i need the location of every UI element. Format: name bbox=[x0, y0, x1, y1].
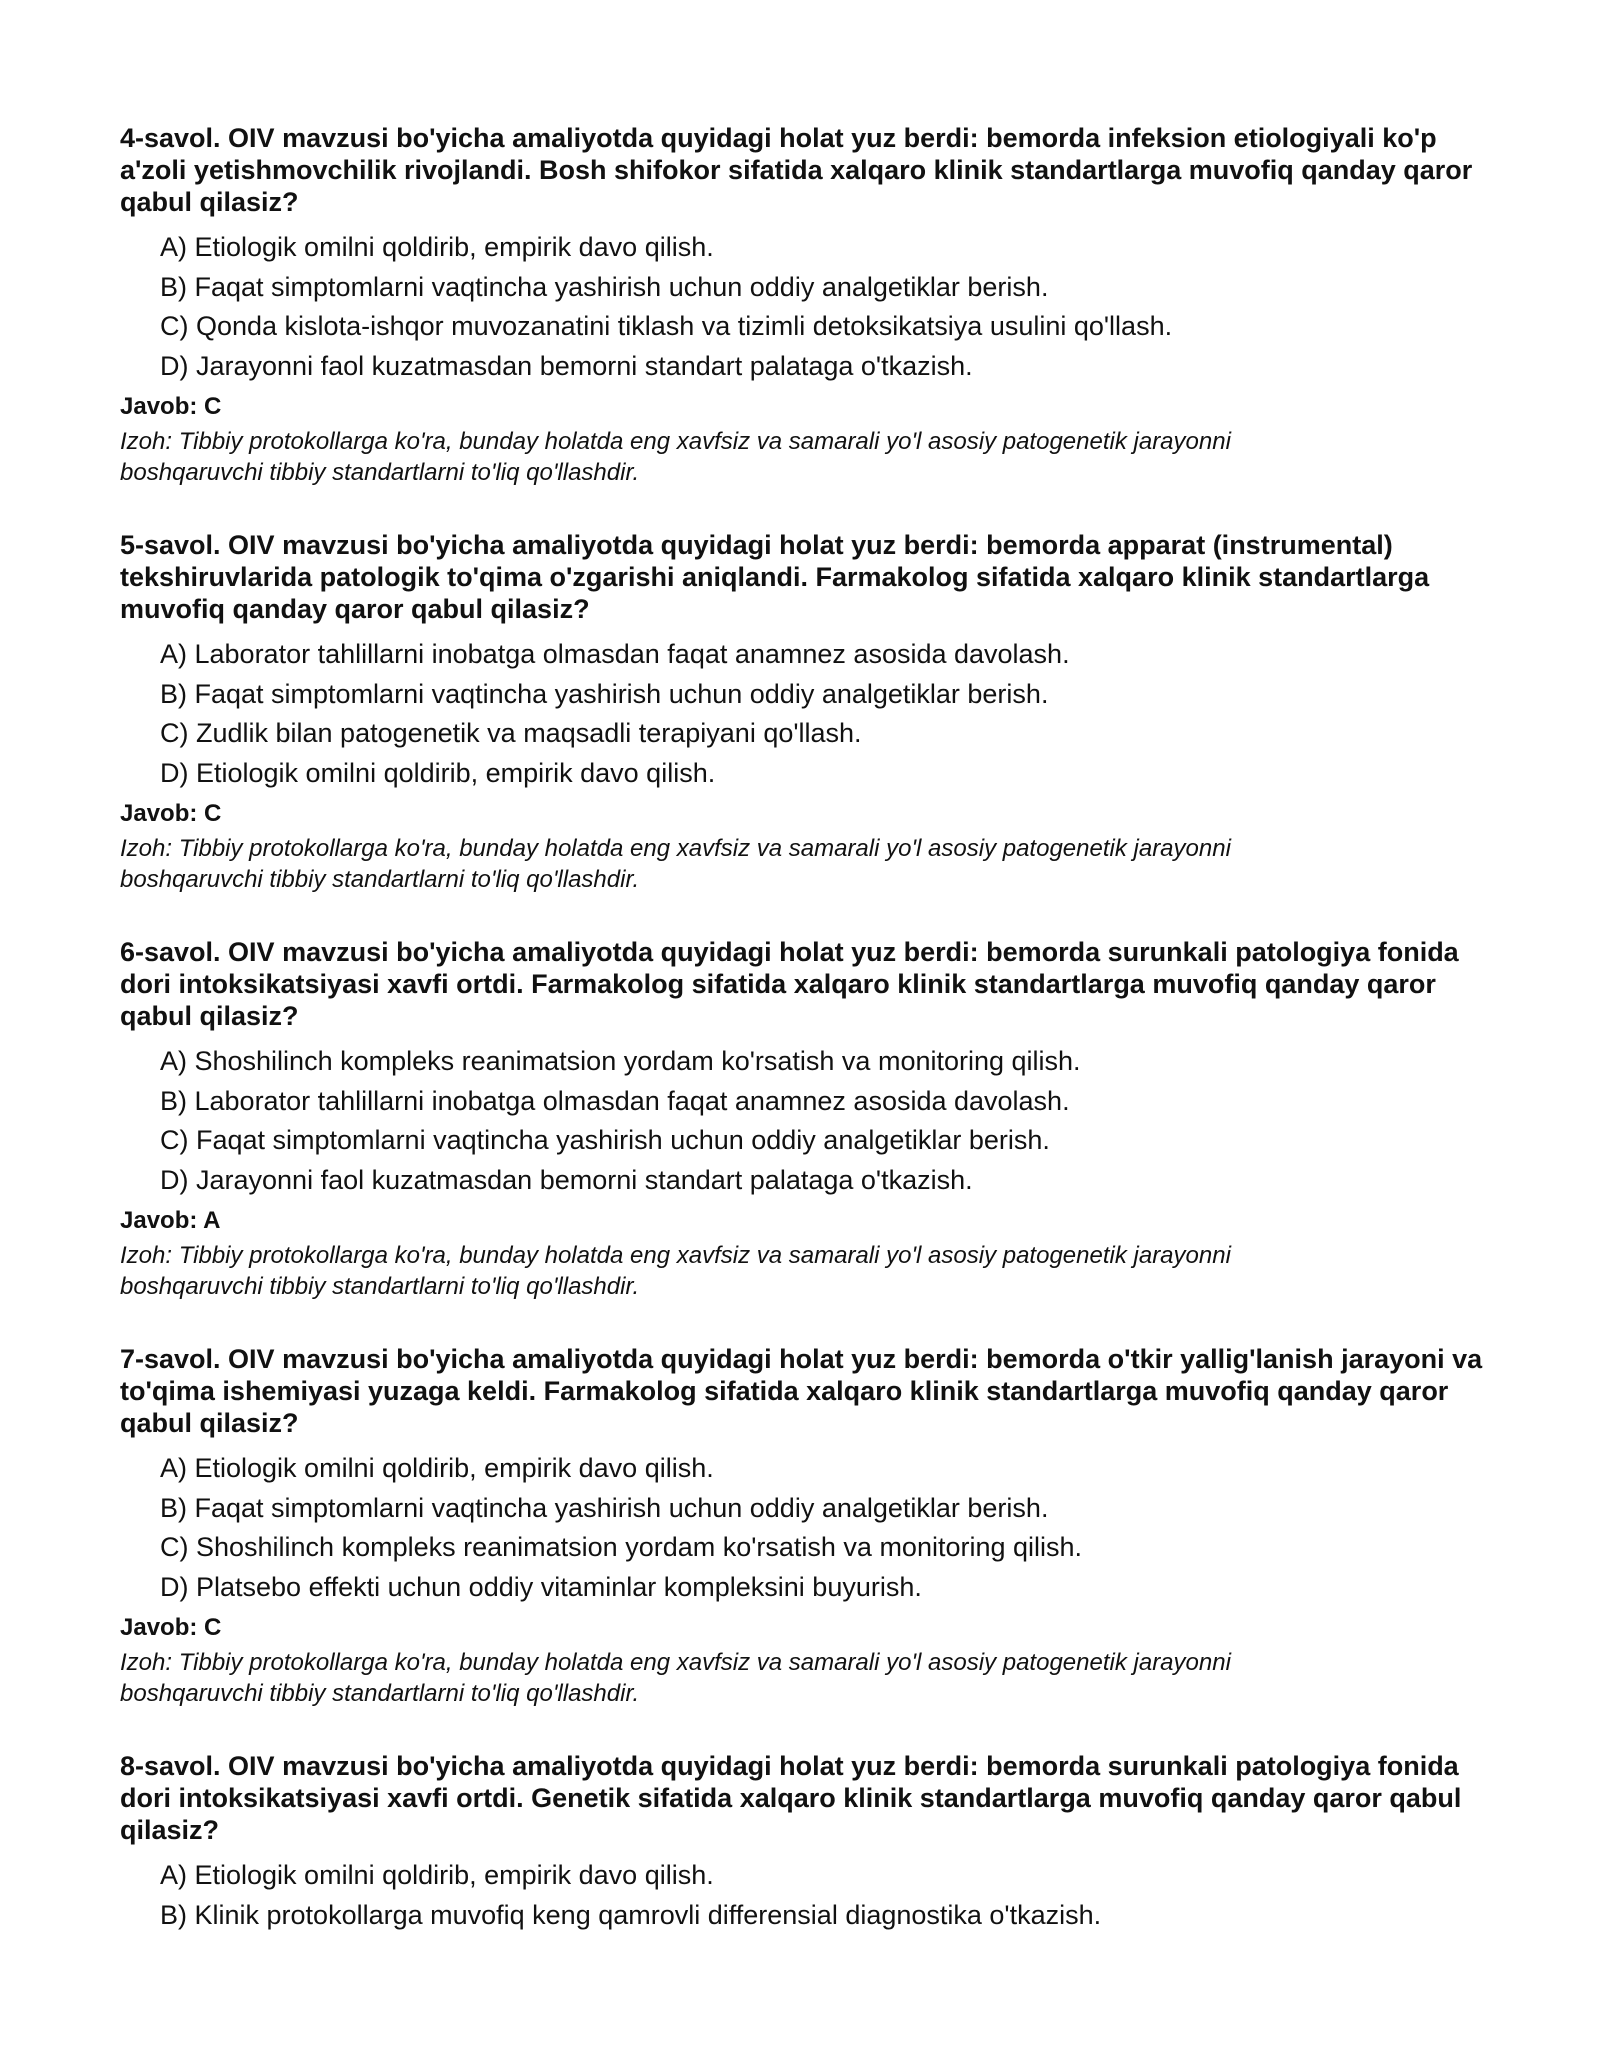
answer-label: Javob: C bbox=[120, 393, 222, 420]
option-a: A) Etiologik omilni qoldirib, empirik davo qilish. bbox=[160, 1453, 714, 1483]
question-block bbox=[120, 1343, 1490, 1709]
option-c: C) Qonda kislota-ishqor muvozanatini tiklash va tizimli detoksikatsiya usulini qo'llash. bbox=[160, 311, 1173, 341]
explanation-note: Izoh: Tibbiy protokollarga ko'ra, bunday holatda eng xavfsiz va samarali yo'l asosiy patogenetik jarayonni boshqaruvchi tibbiy standartlarni to'liq qo'llashdir. bbox=[120, 1649, 1231, 1707]
option-c: C) Shoshilinch kompleks reanimatsion yordam ko'rsatish va monitoring qilish. bbox=[160, 1532, 1083, 1562]
answer-label: Javob: A bbox=[120, 1207, 221, 1234]
question-text: 6-savol. OIV mavzusi bo'yicha amaliyotda quyidagi holat yuz berdi: bemorda surunkali patologiya fonida dori intoksikatsiyasi xavfi ortdi. Farmakolog sifatida xalqaro klinik standartlarga muvofiq qanday qaror qabul qilasiz? bbox=[120, 937, 1459, 1031]
option-a: A) Etiologik omilni qoldirib, empirik davo qilish. bbox=[160, 1860, 714, 1890]
question-block bbox=[120, 1750, 1490, 1935]
option-a: A) Shoshilinch kompleks reanimatsion yordam ko'rsatish va monitoring qilish. bbox=[160, 1046, 1081, 1076]
option-b: B) Faqat simptomlarni vaqtincha yashirish uchun oddiy analgetiklar berish. bbox=[160, 678, 1049, 709]
question-text: 5-savol. OIV mavzusi bo'yicha amaliyotda quyidagi holat yuz berdi: bemorda apparat (instrumental) tekshiruvlarida patologik to'qima o'zgarishi aniqlandi. Farmakolog sifatida xalqaro klinik standartlarga muvofiq qanday qaror qabul qilasiz? bbox=[120, 530, 1430, 624]
option-list bbox=[120, 1856, 1490, 1935]
option-c: C) Zudlik bilan patogenetik va maqsadli terapiyani qo'llash. bbox=[160, 718, 862, 748]
question-block bbox=[120, 529, 1490, 895]
option-a: A) Etiologik omilni qoldirib, empirik davo qilish. bbox=[160, 232, 714, 262]
option-list bbox=[120, 1449, 1490, 1607]
option-b: B) Faqat simptomlarni vaqtincha yashirish uchun oddiy analgetiklar berish. bbox=[160, 271, 1049, 302]
explanation-note: Izoh: Tibbiy protokollarga ko'ra, bunday holatda eng xavfsiz va samarali yo'l asosiy patogenetik jarayonni boshqaruvchi tibbiy standartlarni to'liq qo'llashdir. bbox=[120, 835, 1231, 893]
question-block bbox=[120, 122, 1490, 488]
answer-label: Javob: C bbox=[120, 1614, 222, 1641]
option-d: D) Etiologik omilni qoldirib, empirik davo qilish. bbox=[160, 757, 716, 788]
question-text: 7-savol. OIV mavzusi bo'yicha amaliyotda quyidagi holat yuz berdi: bemorda o'tkir yallig'lanish jarayoni va to'qima ishemiyasi yuzaga keldi. Farmakolog sifatida xalqaro klinik standartlarga muvofiq qanday qaror qabul qilasiz? bbox=[120, 1344, 1483, 1438]
option-d: D) Jarayonni faol kuzatmasdan bemorni standart palataga o'tkazish. bbox=[160, 1164, 973, 1195]
explanation-note: Izoh: Tibbiy protokollarga ko'ra, bunday holatda eng xavfsiz va samarali yo'l asosiy patogenetik jarayonni boshqaruvchi tibbiy standartlarni to'liq qo'llashdir. bbox=[120, 1242, 1231, 1300]
option-b: B) Klinik protokollarga muvofiq keng qamrovli differensial diagnostika o'tkazish. bbox=[160, 1899, 1102, 1930]
option-a: A) Laborator tahlillarni inobatga olmasdan faqat anamnez asosida davolash. bbox=[160, 639, 1070, 669]
option-b: B) Faqat simptomlarni vaqtincha yashirish uchun oddiy analgetiklar berish. bbox=[160, 1492, 1049, 1523]
question-text: 4-savol. OIV mavzusi bo'yicha amaliyotda quyidagi holat yuz berdi: bemorda infeksion etiologiyali ko'p a'zoli yetishmovchilik rivojlandi. Bosh shifokor sifatida xalqaro klinik standartlarga muvofiq qanday qaror qabul qilasiz? bbox=[120, 123, 1473, 217]
question-block bbox=[120, 936, 1490, 1302]
option-c: C) Faqat simptomlarni vaqtincha yashirish uchun oddiy analgetiklar berish. bbox=[160, 1125, 1050, 1155]
option-list bbox=[120, 228, 1490, 386]
explanation-note: Izoh: Tibbiy protokollarga ko'ra, bunday holatda eng xavfsiz va samarali yo'l asosiy patogenetik jarayonni boshqaruvchi tibbiy standartlarni to'liq qo'llashdir. bbox=[120, 428, 1231, 486]
document-page bbox=[120, 122, 1490, 1976]
answer-label: Javob: C bbox=[120, 800, 222, 827]
option-list bbox=[120, 635, 1490, 793]
option-d: D) Jarayonni faol kuzatmasdan bemorni standart palataga o'tkazish. bbox=[160, 350, 973, 381]
question-text: 8-savol. OIV mavzusi bo'yicha amaliyotda quyidagi holat yuz berdi: bemorda surunkali patologiya fonida dori intoksikatsiyasi xavfi ortdi. Genetik sifatida xalqaro klinik standartlarga muvofiq qanday qaror qabul qilasiz? bbox=[120, 1751, 1462, 1845]
option-d: D) Platsebo effekti uchun oddiy vitaminlar kompleksini buyurish. bbox=[160, 1571, 922, 1602]
option-list bbox=[120, 1042, 1490, 1200]
option-b: B) Laborator tahlillarni inobatga olmasdan faqat anamnez asosida davolash. bbox=[160, 1085, 1070, 1116]
